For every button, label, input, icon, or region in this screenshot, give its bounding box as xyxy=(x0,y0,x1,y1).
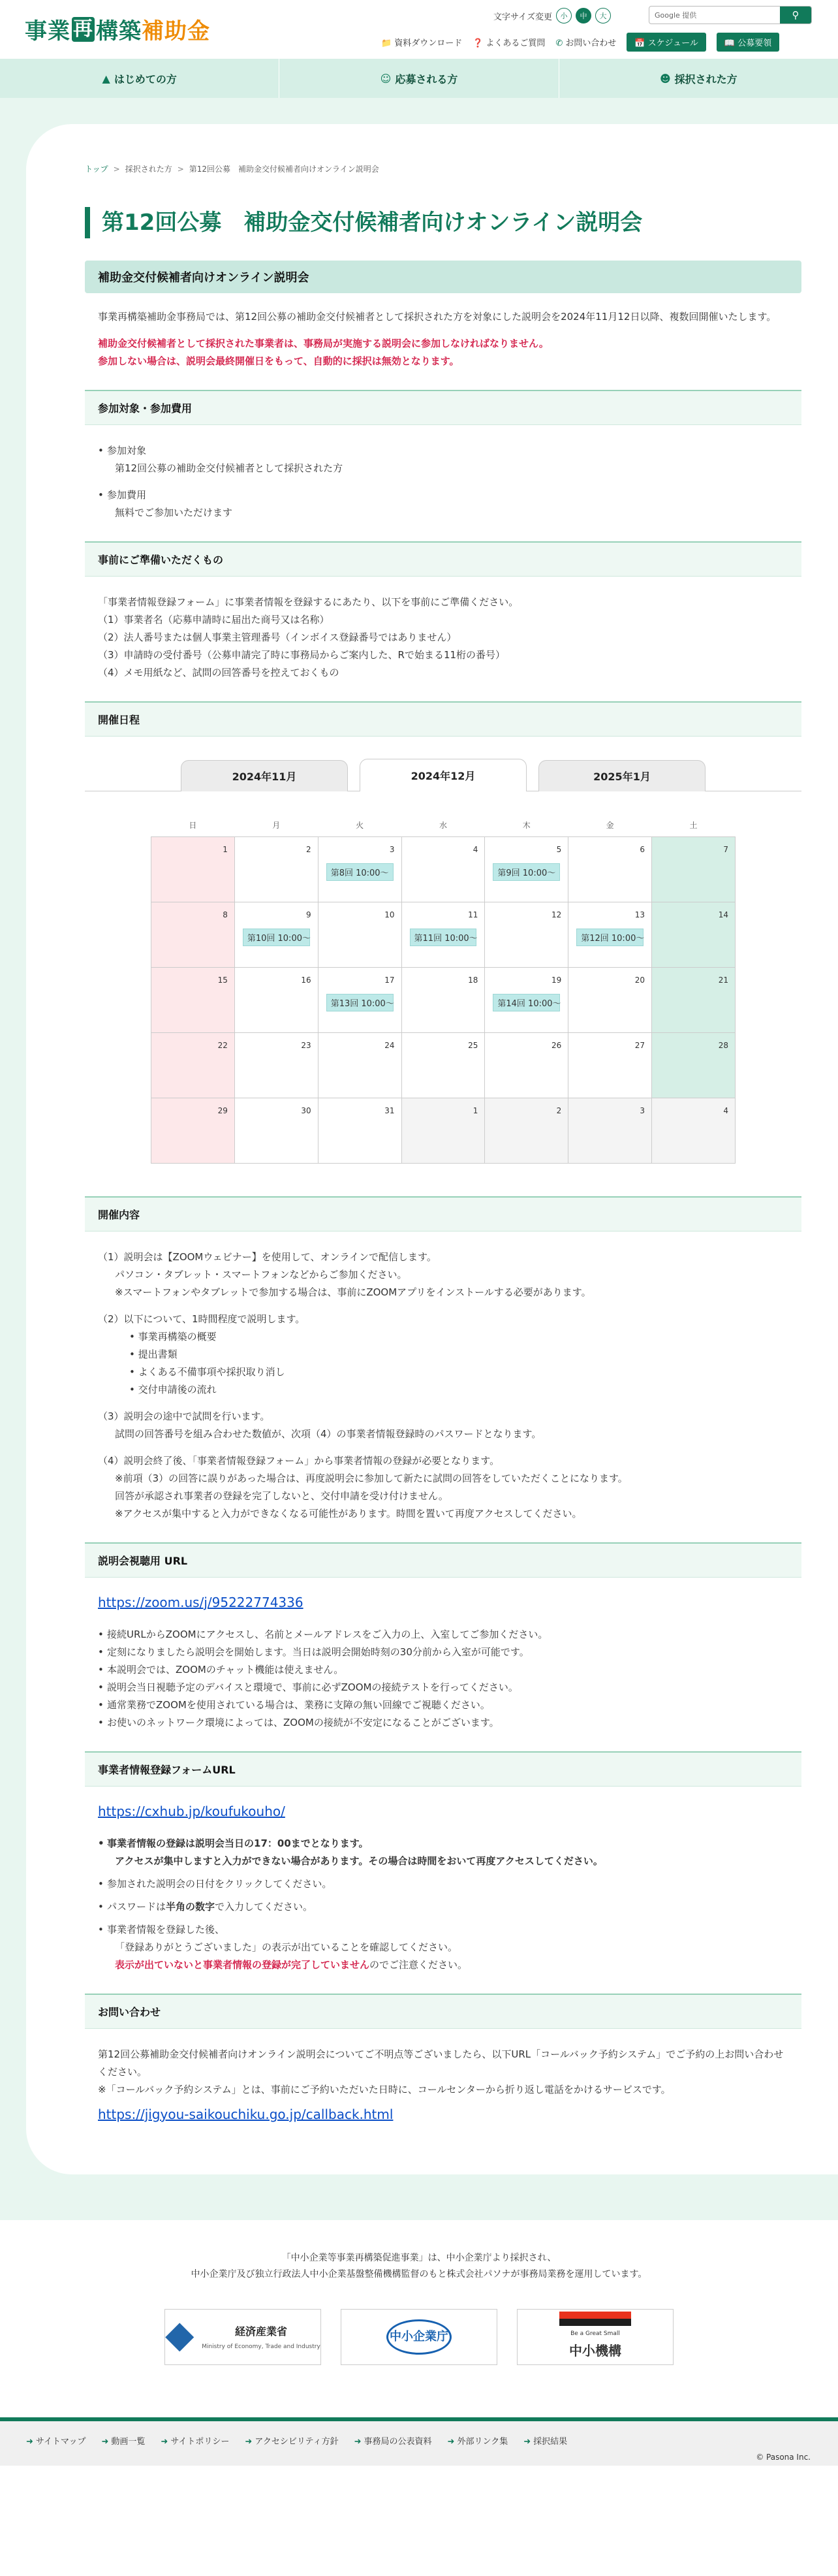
form-note-1b: アクセスが集中しますと入力ができない場合があります。その場合は時間をおいて再度アクセスしてください。 xyxy=(115,1855,603,1867)
content-item-2b: 提出書類 xyxy=(138,1348,178,1360)
copyright: © Pasona Inc. xyxy=(756,2453,811,2462)
day-number: 14 xyxy=(718,910,728,919)
calendar-day xyxy=(234,1033,318,1098)
page-title: 第12回公募 補助金交付候補者向けオンライン説明会 xyxy=(85,207,801,238)
footer-nav-item[interactable] xyxy=(161,2434,229,2447)
session-event[interactable]: 第10回 10:00〜 xyxy=(243,929,310,946)
smrj-name: 中小機構 xyxy=(569,2343,621,2359)
arrow-icon: ➜ xyxy=(447,2437,455,2447)
tab-2024-12[interactable]: 2024年12月 xyxy=(360,759,527,791)
footer-nav-label: アクセシビリティ方針 xyxy=(255,2437,339,2447)
guidelines-label: 公募要領 xyxy=(737,39,772,48)
session-event[interactable]: 第12回 10:00〜 xyxy=(576,929,644,946)
day-number: 20 xyxy=(634,976,645,985)
weekday-header: 木 xyxy=(522,820,531,830)
day-number: 13 xyxy=(634,910,645,919)
nav-beginner-label: はじめての方 xyxy=(114,72,177,86)
footer-nav-label: 外部リンク集 xyxy=(457,2437,508,2447)
smrj-logo[interactable] xyxy=(517,2309,674,2365)
calendar-day xyxy=(652,902,736,968)
footer-nav-label: 採択結果 xyxy=(533,2437,568,2447)
zoom-url-link[interactable]: https://zoom.us/j/95222774336 xyxy=(98,1595,303,1610)
calendar-day xyxy=(234,902,318,968)
footer-nav xyxy=(0,2417,838,2466)
list-item: • 提出書類 xyxy=(129,1348,178,1360)
tab-2024-11[interactable]: 2024年11月 xyxy=(181,760,348,791)
day-number: 31 xyxy=(384,1106,395,1115)
day-number: 11 xyxy=(468,910,478,919)
calendar-day xyxy=(568,837,652,902)
calendar-day xyxy=(151,968,235,1033)
arrow-icon: ➜ xyxy=(161,2437,168,2447)
session-event[interactable]: 第14回 10:00〜 xyxy=(493,994,560,1011)
day-number: 17 xyxy=(384,976,395,985)
day-number: 24 xyxy=(384,1041,395,1050)
intro-text: 事業再構築補助金事務局では、第12回公募の補助金交付候補者として採択された方を対象にした説明会を2024年11月12日以降、複数回開催いたします。 xyxy=(98,311,777,323)
meti-name-en: Ministry of Economy, Trade and Industry xyxy=(202,2343,320,2350)
day-number: 1 xyxy=(223,845,228,854)
section-title: 補助金交付候補者向けオンライン説明会 xyxy=(85,261,801,293)
question-icon: ❓ xyxy=(473,39,484,48)
arrow-icon: ➜ xyxy=(354,2437,362,2447)
zoom-note-6: お使いのネットワーク環境によっては、ZOOMの接続が不安定になることがございます。 xyxy=(107,1717,499,1728)
schedule-button[interactable] xyxy=(627,33,706,52)
calendar-day xyxy=(568,1033,652,1098)
prep-item-4: （4）メモ用紙など、試問の回答番号を控えておくもの xyxy=(98,666,339,678)
calendar-day xyxy=(318,968,401,1033)
weekday-header: 火 xyxy=(356,820,364,830)
day-number: 3 xyxy=(640,1106,645,1115)
day-number: 10 xyxy=(384,910,395,919)
footer-nav-label: サイトマップ xyxy=(35,2437,86,2447)
font-size-switcher xyxy=(493,8,611,24)
zoom-note-3: 本説明会では、ZOOMのチャット機能は使えません。 xyxy=(107,1664,344,1676)
zoom-note-1: 接続URLからZOOMにアクセスし、名前とメールアドレスをご入力の上、入室してご参加ください。 xyxy=(107,1629,548,1640)
content-item-1: （1）説明会は【ZOOMウェビナー】を使用して、オンラインで配信します。 xyxy=(98,1251,437,1263)
form-note-4: 事業者情報を登録した後、 xyxy=(107,1924,225,1935)
calendar-day xyxy=(652,968,736,1033)
session-event[interactable]: 第9回 10:00〜 xyxy=(493,863,560,881)
day-number: 4 xyxy=(473,845,478,854)
target-value: 第12回公募の補助金交付候補者として採択された方 xyxy=(115,462,343,474)
footer-nav-item[interactable] xyxy=(354,2434,432,2447)
person-outline-icon: ☺ xyxy=(380,72,392,85)
calendar-day xyxy=(401,1033,485,1098)
nav-applicant-label: 応募される方 xyxy=(395,72,458,86)
phone-icon: ✆ xyxy=(555,39,563,48)
global-nav xyxy=(0,59,838,98)
calendar-day xyxy=(151,902,235,968)
month-tabs xyxy=(85,760,801,791)
zoom-note-2: 定刻になりましたら説明会を開始します。当日は説明会開始時刻の30分前から入室が可能です。 xyxy=(107,1646,529,1658)
content-item-4: （4）説明会終了後、「事業者情報登録フォーム」から事業者情報の登録が必要となります。 xyxy=(98,1455,500,1467)
content-item-2c: よくある不備事項や採択取り消し xyxy=(138,1366,285,1378)
content-item-1a: パソコン・タブレット・スマートフォンなどからご参加ください。 xyxy=(115,1269,407,1280)
calendar-week xyxy=(151,837,736,902)
contact-label: お問い合わせ xyxy=(565,39,617,48)
schedule-calendar xyxy=(151,814,736,1164)
nav-selected[interactable] xyxy=(559,59,838,98)
calendar-day xyxy=(401,837,485,902)
content-item-2d: 交付申請後の流れ xyxy=(138,1384,217,1395)
calendar-day xyxy=(485,1033,568,1098)
warning-text-1: 補助金交付候補者として採択された事業者は、事務局が実施する説明会に参加しなければなりません。 xyxy=(98,337,549,349)
footer-nav-item[interactable] xyxy=(245,2434,338,2447)
form-note-4a: 「登録ありがとうございました」の表示が出ていることを確認してください。 xyxy=(115,1941,458,1953)
form-note-3c: で入力してください。 xyxy=(215,1901,313,1913)
site-header xyxy=(0,0,838,59)
calendar-day xyxy=(234,837,318,902)
content-item-4a: ※前項（3）の回答に誤りがあった場合は、再度説明会に参加して新たに試問の回答をしていただくことになります。 xyxy=(115,1472,628,1484)
nav-selected-label: 採択された方 xyxy=(674,72,737,86)
weekday-header: 日 xyxy=(189,820,197,830)
heading-schedule: 開催日程 xyxy=(85,701,801,737)
prep-item-3: （3）申請時の受付番号（公募申請完了時に事務局からご案内した、Rで始まる11桁の番号） xyxy=(98,648,506,661)
content-item-3: （3）説明会の途中で試問を行います。 xyxy=(98,1410,270,1422)
day-number: 22 xyxy=(217,1041,228,1050)
heading-zoom-url: 説明会視聴用 URL xyxy=(85,1542,801,1578)
calendar-day xyxy=(151,837,235,902)
footer-nav-item[interactable] xyxy=(26,2434,85,2447)
nav-applicant[interactable] xyxy=(279,59,559,98)
heading-preparation: 事前にご準備いただくもの xyxy=(85,541,801,577)
contact-link[interactable] xyxy=(555,36,616,48)
logo-text-1: 事業 xyxy=(25,18,70,44)
search-input[interactable]: Google 提供 xyxy=(655,11,697,20)
sme-agency-name: 中小企業庁 xyxy=(386,2319,452,2355)
calendar-day xyxy=(234,968,318,1033)
day-number: 5 xyxy=(556,845,562,854)
content-item-2: （2）以下について、1時間程度で説明します。 xyxy=(98,1313,305,1325)
calendar-day xyxy=(234,1098,318,1164)
main-card: トップ > 採択された方 > 第12回公募 補助金交付候補者向けオンライン説明会 第12回公募 補助金交付候補者向けオンライン説明会 補助金交付候補者向けオンライン説明会 事業再構築補助金事務局では、第12回公募の補助金交付候補者として採択された方を対象にした説明会を2024年11月12日以降、複数回開催いたします。 補助金交付候補者として採択された事業者は、事務局が実施する説明会に参加しなければなりません。 参加しない場合は、説明会最終開催日をもって、自動的に採択は無効となります。 参加対象・参加費用 • 参加対象 第12回公募の補助金交付候補者として採択された方 • 参加費用 無料でご参加いただけます 事前にご準備いただくもの 「事業者情報登録フォーム」に事業者情報を登録するにあたり、以下を事前にご準備ください。 （1）事業者名（応募申請時に届出た商号又は名称） （2）法人番号または個人事業主管理番号（インボイス登録番号ではありません） （3）申請時の受付番号（公募申請完了時に事務局からご案内した、Rで始まる11桁の番号） （4）メモ用紙など、試問の回答番号を控えておくもの 開催日程 2024年11月 2024年12月 2025年1月 日 月 火 水 木 金 土 1 2 3 第8回 10:00〜 4 5 第9回 10:00〜 6 7 8 9 第10回 10:00〜 10 11 第11回 10:00〜 12 13 第12回 10:00〜 14 15 16 17 第13回 10:00〜 18 19 第14回 10:00〜 20 21 22 23 24 25 26 27 28 29 30 31 1 2 3 4 開催内容 （1）説明会は【ZOOMウェビナー】を使用して、オンラインで配信します。 パソコン・タブレット・スマートフォンなどからご参加ください。 ※スマートフォンやタブレットで参加する場合は、事前にZOOMアプリをインストールする必要があります。 （2）以下について、1時間程度で説明します。 • 事業再構築の概要 • 提出書類 • よくある不備事項や採択取り消し • 交付申請後の流れ （3）説明会の途中で試問を行います。 試問の回答番号を組み合わせた数値が、次項（4）の事業者情報登録時のパスワードとなります。 （4）説明会終了後、「事業者情報登録フォーム」から事業者情報の登録が必要となります。 ※前項（3）の回答に誤りがあった場合は、再度説明会に参加して新たに試問の回答をしていただくことになります。 回答が承認され事業者の登録を完了しないと、交付申請を受け付けません。 ※アクセスが集中すると入力ができなくなる可能性があります。時間を置いて再度アクセスしてください。 説明会視聴用 URL https://zoom.us/j/95222774336 • 接続URLからZOOMにアクセスし、名前とメールアドレスをご入力の上、入室してご参加ください。 • 定刻になりましたら説明会を開始します。当日は説明会開始時刻の30分前から入室が可能です。 • 本説明会では、ZOOMのチャット機能は使えません。 • 説明会当日視聴予定のデバイスと環境で、事前に必ずZOOMの接続テストを行ってください。 • 通常業務でZOOMを使用されている場合は、業務に支障の無い回線でご視聴ください。 • お使いのネットワーク環境によっては、ZOOMの接続が不安定になることがございます。 事業者情報登録フォームURL https://cxhub.jp/koufukouho/ • 事業者情報の登録は説明会当日の17：00までとなります。 アクセスが集中しますと入力ができない場合があります。その場合は時間をおいて再度アクセスしてください。 • 参加された説明会の日付をクリックしてください。 • パスワードは半角の数字で入力してください。 • 事業者情報を登録した後、 「登録ありがとうございました」の表示が出ていることを確認してください。 表示が出ていないと事業者情報の登録が完了していませんのでご注意ください。 お問い合わせ 第12回公募補助金交付候補者向けオンライン説明会についてご不明点等ございましたら、以下URL「コールバック予約システム」でご予約の上お問い合わせください。 ※「コールバック予約システム」とは、事前にご予約いただいた日時に、コールセンターから折り返し電話をかけるサービスです。 https://jigyou-saikouchiku.go.jp/callback.html xyxy=(26,124,838,2174)
footer-nav-label: 動画一覧 xyxy=(111,2437,146,2447)
heading-inquiry: お問い合わせ xyxy=(85,1994,801,2029)
meti-mark-icon xyxy=(165,2323,194,2351)
day-number: 29 xyxy=(217,1106,228,1115)
calendar-day xyxy=(652,837,736,902)
font-size-large-button[interactable]: 大 xyxy=(595,8,611,24)
prep-item-1: （1）事業者名（応募申請時に届出た商号又は名称） xyxy=(98,613,330,626)
download-link[interactable] xyxy=(381,36,462,48)
day-number: 19 xyxy=(551,976,562,985)
day-number: 16 xyxy=(301,976,311,985)
day-number: 27 xyxy=(634,1041,645,1050)
tab-2025-01[interactable]: 2025年1月 xyxy=(538,760,706,791)
day-number: 2 xyxy=(306,845,311,854)
inquiry-text-1: 第12回公募補助金交付候補者向けオンライン説明会についてご不明点等ございましたら、以下URL「コールバック予約システム」でご予約の上お問い合わせください。 xyxy=(98,2048,784,2078)
guidelines-button[interactable] xyxy=(717,33,779,52)
target-label: 参加対象 xyxy=(107,444,147,456)
footer-text-2: 中小企業庁及び独立行政法人中小企業基盤整備機構監督のもと株式会社パソナが事務局業務を運用しています。 xyxy=(191,2269,647,2280)
calendar-day xyxy=(318,1033,401,1098)
faq-label: よくあるご質問 xyxy=(486,39,546,48)
calendar-week xyxy=(151,968,736,1033)
calendar-day xyxy=(318,1098,401,1164)
day-number: 6 xyxy=(640,845,645,854)
person-icon: ☻ xyxy=(659,72,671,85)
breadcrumb-current: 第12回公募 補助金交付候補者向けオンライン説明会 xyxy=(189,165,379,174)
content-item-4c: ※アクセスが集中すると入力ができなくなる可能性があります。時間を置いて再度アクセスしてください。 xyxy=(115,1508,582,1519)
breadcrumb xyxy=(85,163,801,174)
footer-nav-label: サイトポリシー xyxy=(170,2437,230,2447)
calendar-day xyxy=(401,1098,485,1164)
book-icon: 📖 xyxy=(724,39,738,48)
content-item-2a: 事業再構築の概要 xyxy=(138,1331,217,1343)
calendar-day xyxy=(485,902,568,968)
calendar-day xyxy=(401,968,485,1033)
site-search xyxy=(649,6,812,24)
form-note-1: 事業者情報の登録は説明会当日の17：00までとなります。 xyxy=(107,1837,369,1849)
beginner-icon: ▲ xyxy=(102,72,110,85)
calendar-day xyxy=(568,902,652,968)
schedule-label: スケジュール xyxy=(647,39,698,48)
day-number: 21 xyxy=(718,976,728,985)
calendar-icon: 📅 xyxy=(634,39,648,48)
calendar-day xyxy=(568,968,652,1033)
calendar-day xyxy=(151,1033,235,1098)
weekday-header: 月 xyxy=(272,820,281,830)
form-note-3a: パスワードは xyxy=(107,1901,166,1913)
day-number: 28 xyxy=(718,1041,728,1050)
logo-text-3: 構築 xyxy=(96,18,142,44)
font-size-small-button[interactable]: 小 xyxy=(556,8,572,24)
calendar-day xyxy=(318,837,401,902)
heading-content: 開催内容 xyxy=(85,1196,801,1232)
smrj-mark-icon xyxy=(559,2312,631,2326)
heading-form-url: 事業者情報登録フォームURL xyxy=(85,1751,801,1787)
form-note-3b: 半角の数字 xyxy=(166,1901,215,1913)
content-item-1b: ※スマートフォンやタブレットで参加する場合は、事前にZOOMアプリをインストールする必要があります。 xyxy=(115,1286,591,1298)
day-number: 9 xyxy=(306,910,311,919)
list-item: • 交付申請後の流れ xyxy=(129,1384,217,1395)
calendar-week xyxy=(151,902,736,968)
day-number: 18 xyxy=(468,976,478,985)
session-event[interactable]: 第13回 10:00〜 xyxy=(326,994,394,1011)
day-number: 15 xyxy=(217,976,228,985)
day-number: 1 xyxy=(473,1106,478,1115)
fee-label: 参加費用 xyxy=(107,488,147,501)
footer-logos xyxy=(0,2309,838,2365)
heading-target: 参加対象・参加費用 xyxy=(85,390,801,425)
utility-nav xyxy=(381,33,779,52)
form-note-4c: のでご注意ください。 xyxy=(369,1959,468,1971)
calendar-day xyxy=(151,1098,235,1164)
footer-nav-label: 事務局の公表資料 xyxy=(364,2437,432,2447)
prep-lead: 「事業者情報登録フォーム」に事業者情報を登録するにあたり、以下を事前にご準備ください。 xyxy=(98,596,519,608)
folder-icon: 📁 xyxy=(381,39,392,48)
breadcrumb-separator: > xyxy=(113,165,120,174)
day-number: 26 xyxy=(551,1041,562,1050)
footer-text-1: 「中小企業等事業再構築促進事業」は、中小企業庁より採択され、 xyxy=(281,2253,557,2263)
sme-agency-logo[interactable] xyxy=(341,2309,497,2365)
zoom-note-5: 通常業務でZOOMを使用されている場合は、業務に支障の無い回線でご視聴ください。 xyxy=(107,1699,490,1711)
content-stage xyxy=(0,98,838,2220)
footer-nav-item[interactable] xyxy=(448,2434,508,2447)
search-icon: ⚲ xyxy=(792,9,799,21)
calendar-day xyxy=(652,1033,736,1098)
day-number: 2 xyxy=(556,1106,562,1115)
font-size-medium-button[interactable]: 中 xyxy=(576,8,591,24)
search-button[interactable] xyxy=(780,6,811,24)
download-label: 資料ダウンロード xyxy=(394,39,463,48)
meti-name: 経済産業省 xyxy=(234,2325,287,2338)
day-number: 25 xyxy=(468,1041,478,1050)
arrow-icon: ➜ xyxy=(26,2437,33,2447)
breadcrumb-parent[interactable]: 採択された方 xyxy=(125,165,172,174)
calendar-week xyxy=(151,1098,736,1164)
day-number: 30 xyxy=(301,1106,311,1115)
content-item-4b: 回答が承認され事業者の登録を完了しないと、交付申請を受け付けません。 xyxy=(115,1490,448,1502)
weekday-header: 土 xyxy=(689,820,698,830)
smrj-tagline: Be a Great Small xyxy=(570,2330,620,2338)
callback-url-link[interactable]: https://jigyou-saikouchiku.go.jp/callback.html xyxy=(98,2107,394,2122)
arrow-icon: ➜ xyxy=(523,2437,531,2447)
logo-text-2: 再 xyxy=(73,17,93,40)
calendar-day xyxy=(652,1098,736,1164)
day-number: 23 xyxy=(301,1041,311,1050)
inquiry-text-2: ※「コールバック予約システム」とは、事前にご予約いただいた日時に、コールセンターから折り返し電話をかけるサービスです。 xyxy=(98,2084,671,2095)
session-event[interactable]: 第8回 10:00〜 xyxy=(326,863,394,881)
zoom-note-4: 説明会当日視聴予定のデバイスと環境で、事前に必ずZOOMの接続テストを行ってください。 xyxy=(107,1681,518,1693)
calendar-day xyxy=(485,1098,568,1164)
arrow-icon: ➜ xyxy=(245,2437,253,2447)
content-item-3a: 試問の回答番号を組み合わせた数値が、次項（4）の事業者情報登録時のパスワードとなります。 xyxy=(115,1428,542,1440)
calendar-week xyxy=(151,1033,736,1098)
font-size-label: 文字サイズ変更 xyxy=(493,12,552,22)
day-number: 12 xyxy=(551,910,562,919)
form-note-4b: 表示が出ていないと事業者情報の登録が完了していません xyxy=(115,1959,370,1971)
form-url-link[interactable]: https://cxhub.jp/koufukouho/ xyxy=(98,1804,285,1819)
warning-text-2: 参加しない場合は、説明会最終開催日をもって、自動的に採択は無効となります。 xyxy=(98,355,459,367)
site-logo[interactable] xyxy=(25,13,210,45)
calendar-day xyxy=(568,1098,652,1164)
day-number: 4 xyxy=(723,1106,728,1115)
weekday-header: 金 xyxy=(606,820,614,830)
day-number: 8 xyxy=(223,910,228,919)
day-number: 3 xyxy=(389,845,395,854)
nav-beginner[interactable] xyxy=(0,59,279,98)
calendar-day xyxy=(485,837,568,902)
prep-item-2: （2）法人番号または個人事業主管理番号（インボイス登録番号ではありません） xyxy=(98,631,457,643)
site-footer xyxy=(0,2220,838,2466)
fee-value: 無料でご参加いただけます xyxy=(115,506,233,518)
calendar-day xyxy=(318,902,401,968)
footer-nav-item[interactable] xyxy=(523,2434,567,2447)
breadcrumb-separator: > xyxy=(177,165,184,174)
arrow-icon: ➜ xyxy=(101,2437,109,2447)
logo-text-4: 補助金 xyxy=(142,18,210,44)
meti-logo[interactable] xyxy=(164,2309,321,2365)
form-note-2: 参加された説明会の日付をクリックしてください。 xyxy=(107,1878,332,1890)
calendar-day xyxy=(485,968,568,1033)
breadcrumb-home[interactable]: トップ xyxy=(85,165,108,174)
weekday-header: 水 xyxy=(439,820,447,830)
day-number: 7 xyxy=(723,845,728,854)
calendar-day xyxy=(401,902,485,968)
footer-nav-item[interactable] xyxy=(101,2434,145,2447)
list-item: • よくある不備事項や採択取り消し xyxy=(129,1366,285,1378)
list-item: • 事業再構築の概要 xyxy=(129,1331,217,1343)
faq-link[interactable] xyxy=(473,36,545,48)
session-event[interactable]: 第11回 10:00〜 xyxy=(410,929,477,946)
